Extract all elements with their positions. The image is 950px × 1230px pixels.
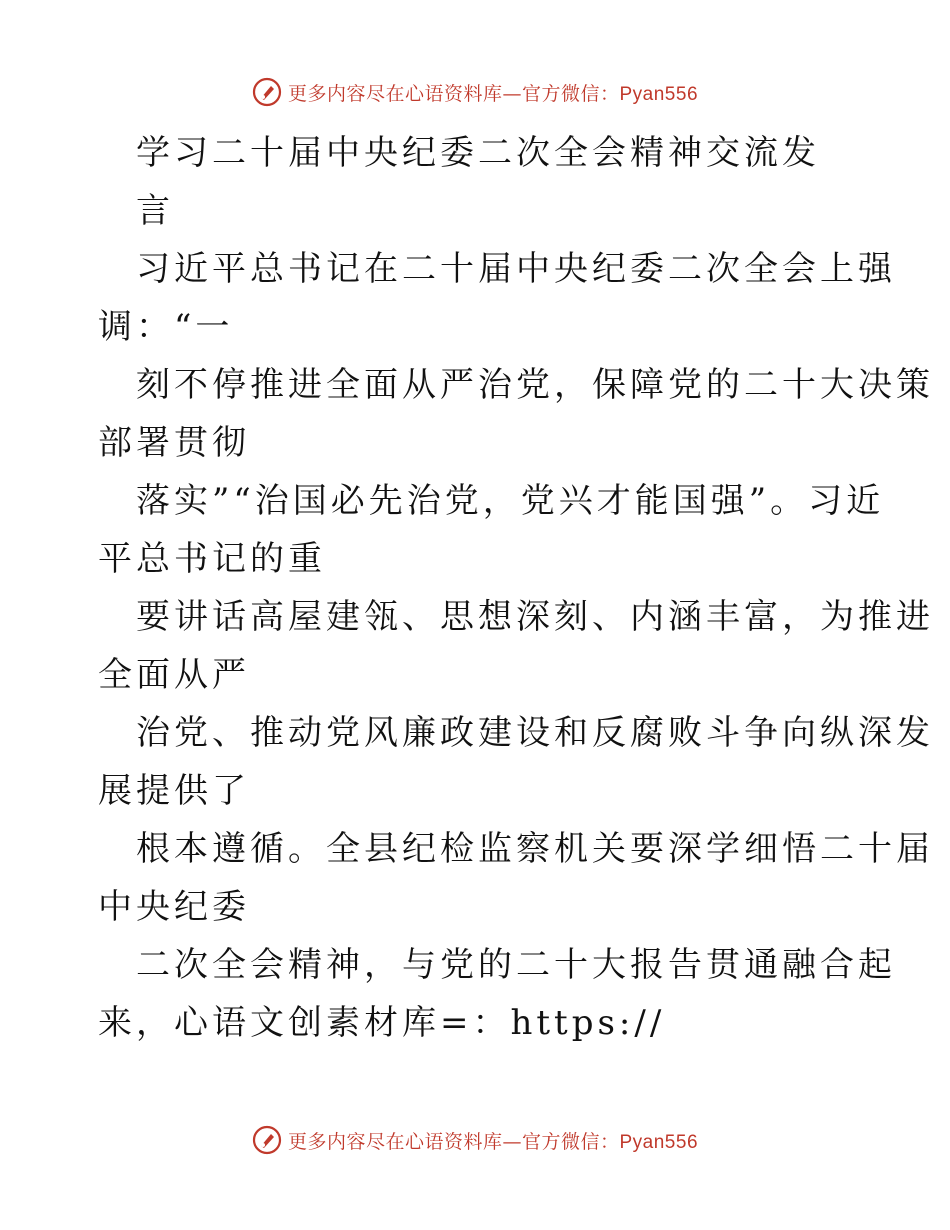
footer-watermark-banner — [0, 1120, 950, 1160]
header-watermark-banner — [0, 72, 950, 112]
doc-line: 学习二十届中央纪委二次全会精神交流发 — [136, 133, 820, 173]
doc-line: 中央纪委 — [98, 887, 250, 927]
doc-line: 治党、推动党风廉政建设和反腐败斗争向纵深发 — [136, 713, 934, 753]
doc-line: 二次全会精神，与党的二十大报告贯通融合起 — [136, 945, 896, 985]
doc-line: 习近平总书记在二十届中央纪委二次全会上强 — [136, 249, 896, 289]
doc-line: 来，心语文创素材库=：https:// — [98, 1003, 666, 1043]
header-banner-text: 更多内容尽在心语资料库—官方微信：Pyan556 — [287, 82, 699, 105]
doc-line: 平总书记的重 — [98, 539, 326, 579]
doc-line: 部署贯彻 — [98, 423, 250, 463]
doc-line: 言 — [136, 191, 174, 231]
document-body — [98, 124, 934, 1052]
doc-line: 落实”“治国必先治党，党兴才能国强”。习近 — [136, 481, 885, 521]
footer-banner-text: 更多内容尽在心语资料库—官方微信：Pyan556 — [287, 1130, 699, 1153]
pen-nib-logo-icon — [252, 1125, 282, 1155]
doc-line: 刻不停推进全面从严治党，保障党的二十大决策 — [136, 365, 934, 405]
doc-line: 展提供了 — [98, 771, 250, 811]
doc-line: 全面从严 — [98, 655, 250, 695]
pen-nib-logo-icon — [252, 77, 282, 107]
doc-line: 根本遵循。全县纪检监察机关要深学细悟二十届 — [136, 829, 934, 869]
doc-line: 调：“一 — [98, 307, 234, 347]
doc-line: 要讲话高屋建瓴、思想深刻、内涵丰富，为推进 — [136, 597, 934, 637]
